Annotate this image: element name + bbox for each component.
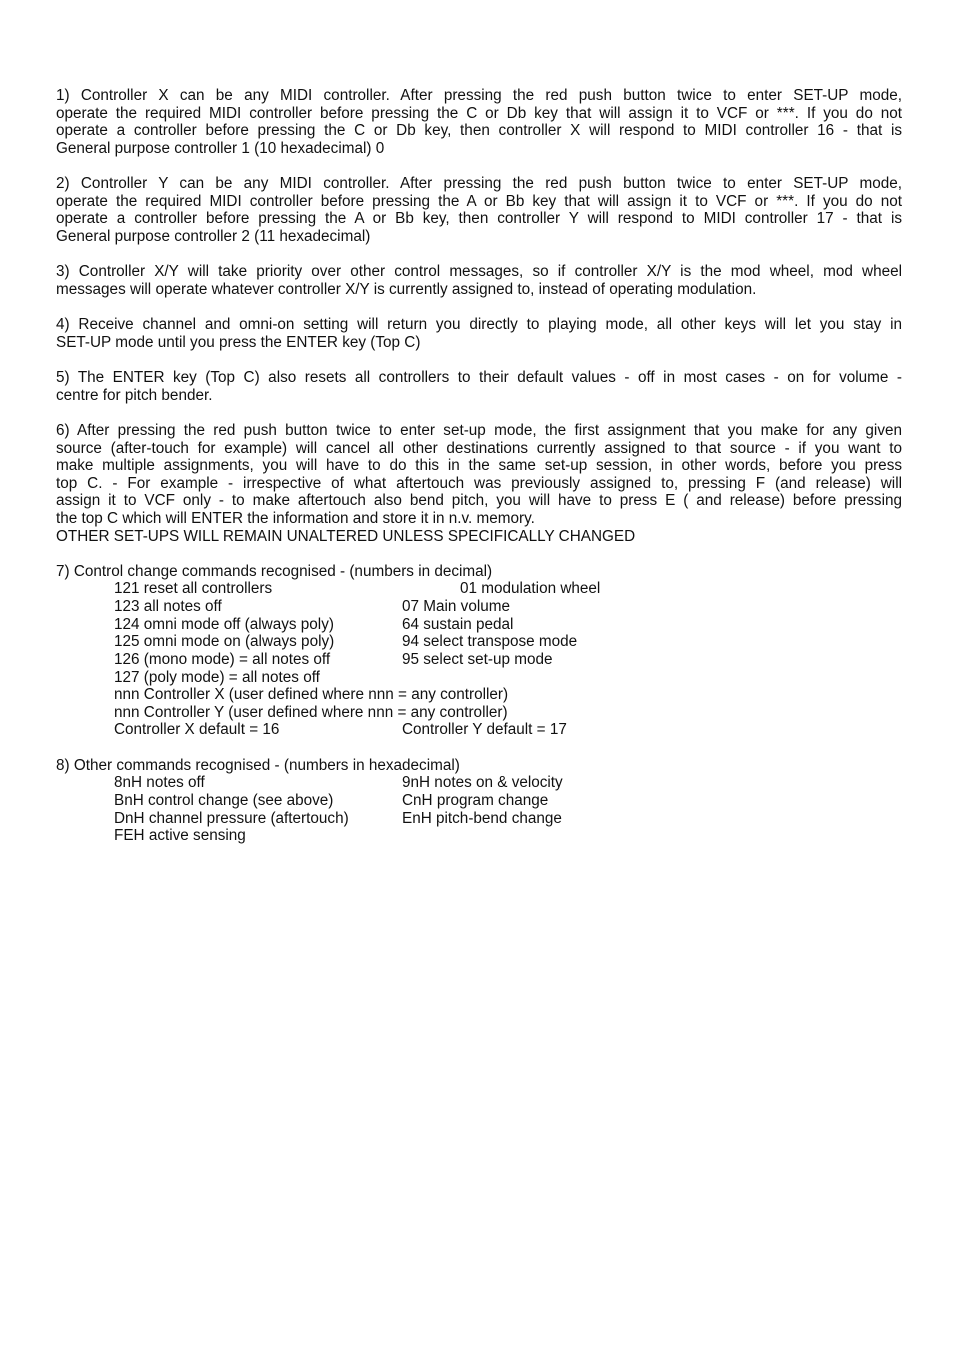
text-line: operate a controller before pressing the A or Bb key, then controller Y will respond to MIDI controller 17 - that is (56, 210, 902, 228)
paragraph-6 (56, 422, 902, 545)
command-left: 8nH notes off (114, 774, 205, 791)
command-left: nnn Controller X (user defined where nnn = any controller) (114, 686, 509, 703)
text-line: top C. - For example - irrespective of what aftertouch was previously assigned to, pressing F (and release) will (56, 474, 902, 492)
section-7-heading: 7) Control change commands recognised - (numbers in decimal) (56, 563, 493, 580)
text-line: General purpose controller 1 (10 hexadecimal) 0 (56, 139, 385, 157)
text-line: General purpose controller 2 (11 hexadecimal) (56, 227, 371, 245)
section-8-heading: 8) Other commands recognised - (numbers in hexadecimal) (56, 757, 460, 774)
command-right: 07 Main volume (402, 598, 510, 615)
command-left: 126 (mono mode) = all notes off (114, 651, 331, 668)
text-line: SET-UP mode until you press the ENTER key (Top C) (56, 333, 421, 351)
command-right: 9nH notes on & velocity (402, 774, 563, 791)
command-right: Controller Y default = 17 (402, 721, 567, 738)
paragraph-3 (56, 263, 902, 298)
paragraph-5 (56, 369, 902, 404)
command-left: 127 (poly mode) = all notes off (114, 669, 320, 686)
text-line: operate the required MIDI controller before pressing the A or Bb key that will assign it to VCF or ***. If you do not (56, 192, 902, 210)
command-left: FEH active sensing (114, 827, 246, 844)
paragraph-2 (56, 175, 902, 245)
command-left: DnH channel pressure (aftertouch) (114, 810, 349, 827)
text-line: the top C which will ENTER the information and store it in n.v. memory. (56, 509, 535, 527)
text-line: 5) The ENTER key (Top C) also resets all controllers to their default values - off in most cases - on for volume - (56, 369, 902, 386)
paragraph-4 (56, 316, 902, 351)
command-left: BnH control change (see above) (114, 792, 334, 809)
text-line: centre for pitch bender. (56, 386, 213, 404)
text-line: 2) Controller Y can be any MIDI controller. After pressing the red push button twice to enter SET-UP mode, (56, 175, 902, 192)
command-right: 64 sustain pedal (402, 616, 514, 633)
command-right: 94 select transpose mode (402, 633, 578, 650)
command-left: Controller X default = 16 (114, 721, 280, 738)
command-left: 125 omni mode on (always poly) (114, 633, 335, 650)
text-line: 3) Controller X/Y will take priority over other control messages, so if controller X/Y is the mod wheel, mod wheel (56, 263, 902, 280)
command-right: 01 modulation wheel (460, 580, 601, 597)
command-right: 95 select set-up mode (402, 651, 553, 668)
text-line: messages will operate whatever controller X/Y is currently assigned to, instead of operating modulation. (56, 280, 757, 298)
paragraph-footer-caps: OTHER SET-UPS WILL REMAIN UNALTERED UNLESS SPECIFICALLY CHANGED (56, 527, 636, 545)
command-left: 121 reset all controllers (114, 580, 273, 597)
command-right: EnH pitch-bend change (402, 810, 562, 827)
command-left: 124 omni mode off (always poly) (114, 616, 334, 633)
text-line: source (after-touch for example) will cancel all other destinations currently assigned to that source - if you want to (56, 439, 902, 457)
text-line: make multiple assignments, you will have to do this in the same set-up session, in other words, before you press (56, 457, 902, 475)
command-right: CnH program change (402, 792, 549, 809)
text-line: operate the required MIDI controller before pressing the C or Db key that will assign it to VCF or ***. If you do not (56, 104, 902, 122)
text-line: 6) After pressing the red push button twice to enter set-up mode, the first assignment that you make for any given (56, 422, 902, 439)
text-line: operate a controller before pressing the C or Db key, then controller X will respond to MIDI controller 16 - that is (56, 122, 902, 140)
text-line: 4) Receive channel and omni-on setting will return you directly to playing mode, all other keys will let you stay in (56, 316, 902, 333)
command-left: nnn Controller Y (user defined where nnn = any controller) (114, 704, 508, 721)
text-line: 1) Controller X can be any MIDI controller. After pressing the red push button twice to enter SET-UP mode, (56, 87, 902, 104)
text-line: assign it to VCF only - to make aftertouch also bend pitch, you will have to press E ( and release) before pressing (56, 492, 902, 510)
paragraph-1 (56, 87, 902, 157)
command-left: 123 all notes off (114, 598, 222, 615)
